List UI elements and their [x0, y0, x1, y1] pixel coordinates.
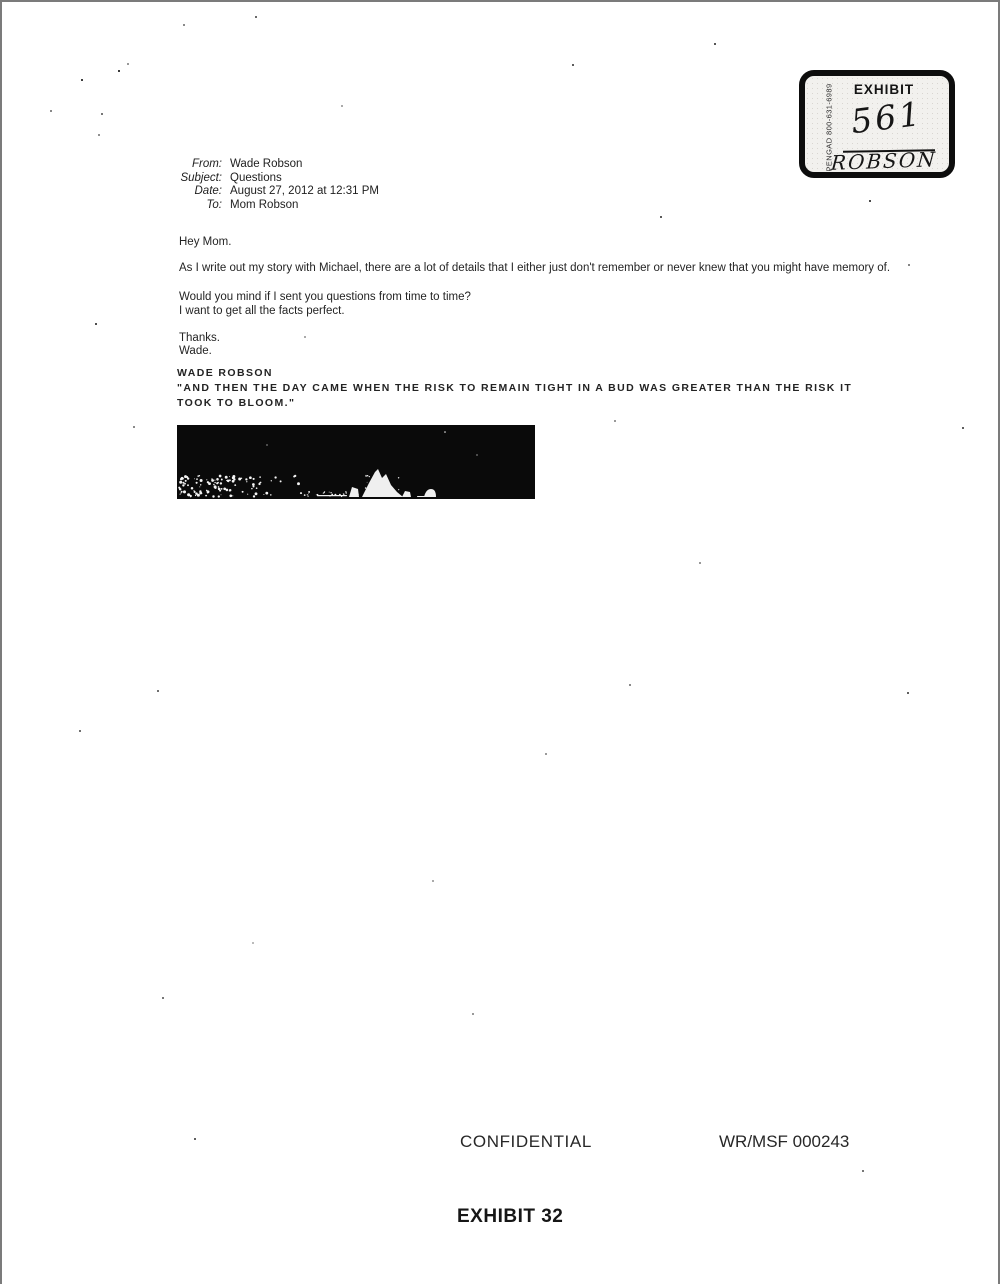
email-header-subject-value: Questions — [230, 171, 282, 184]
photo-dark-field — [177, 425, 535, 499]
email-paragraph-2-line-1: Would you mind if I sent you questions from time to time? — [179, 291, 471, 303]
email-header-from-value: Wade Robson — [230, 158, 303, 170]
exhibit-number-label: EXHIBIT 32 — [457, 1206, 564, 1227]
exhibit-stamp-handwritten-name: ROBSON — [830, 147, 938, 175]
email-header-block — [165, 158, 379, 212]
signature-name: WADE ROBSON — [177, 367, 273, 379]
email-closing-thanks: Thanks. — [179, 332, 220, 344]
email-paragraph-2-line-2: I want to get all the facts perfect. — [179, 305, 345, 317]
email-header-date — [165, 185, 379, 199]
embedded-dark-photo — [177, 425, 535, 499]
email-closing-name: Wade. — [179, 345, 212, 357]
confidential-marking: CONFIDENTIAL — [460, 1132, 592, 1151]
email-header-from — [165, 158, 379, 172]
email-header-subject-label: Subject: — [180, 171, 222, 184]
scan-noise-specks — [2, 2, 4, 4]
email-header-date-value: August 27, 2012 at 12:31 PM — [230, 185, 379, 197]
email-header-date-label: Date: — [194, 185, 222, 197]
email-header-to — [165, 199, 379, 213]
exhibit-stamp — [799, 70, 955, 178]
email-header-to-value: Mom Robson — [230, 198, 299, 211]
signature-quote-line-2: TOOK TO BLOOM." — [177, 397, 296, 409]
exhibit-stamp-vendor-text: PENGAD 800-631-6989 — [824, 83, 834, 172]
email-greeting: Hey Mom. — [179, 236, 232, 248]
email-header-to-label: To: — [206, 198, 222, 211]
email-paragraph-1: As I write out my story with Michael, there are a lot of details that I either just don't remember or never knew that you might have memory of. — [179, 262, 891, 274]
email-header-subject — [165, 172, 379, 186]
email-header-from-label: From: — [191, 158, 222, 170]
signature-quote-line-1: "AND THEN THE DAY CAME WHEN THE RISK TO REMAIN TIGHT IN A BUD WAS GREATER THAN THE RISK IT — [177, 382, 853, 394]
exhibit-stamp-handwritten-number: 561 — [848, 93, 926, 142]
bates-number: WR/MSF 000243 — [719, 1132, 850, 1151]
exhibit-stamp-title: EXHIBIT — [853, 82, 915, 97]
